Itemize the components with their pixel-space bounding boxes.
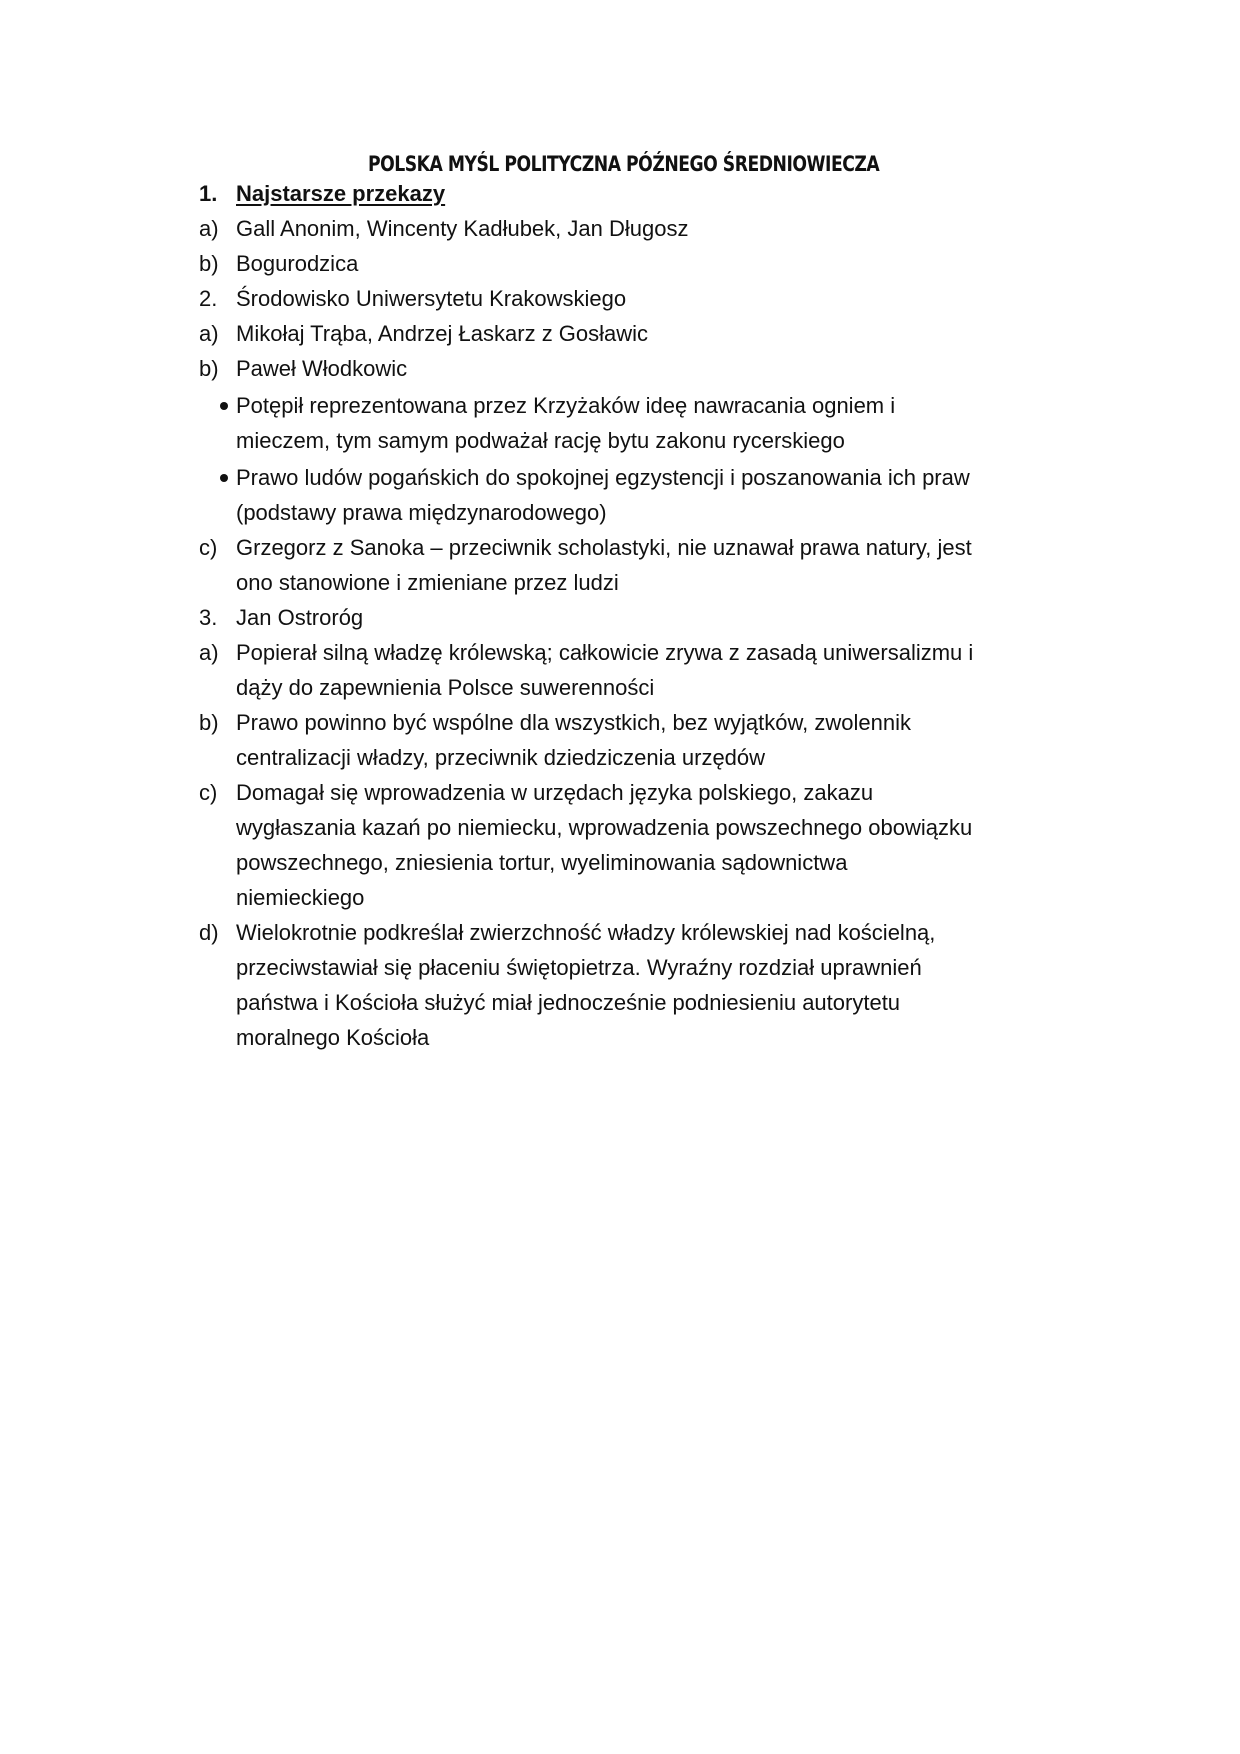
list-marker: c) xyxy=(199,535,218,560)
bullet-item-text: Potępił reprezentowana przez Krzyżaków ideę nawracania ogniem i xyxy=(236,393,896,418)
list-item-text: Popierał silną władzę królewską; całkowicie zrywa z zasadą uniwersalizmu i xyxy=(236,640,974,665)
list-item-text: wygłaszania kazań po niemiecku, wprowadzenia powszechnego obowiązku xyxy=(236,815,973,840)
list-marker: b) xyxy=(199,251,219,276)
list-marker: a) xyxy=(199,640,219,665)
list-item-text: Grzegorz z Sanoka – przeciwnik scholastyki, nie uznawał prawa natury, jest xyxy=(236,535,972,560)
list-item-text: moralnego Kościoła xyxy=(236,1025,430,1050)
list-item-text: przeciwstawiał się płaceniu świętopietrza. Wyraźny rozdział uprawnień xyxy=(236,955,922,980)
bullet-item-text: Prawo ludów pogańskich do spokojnej egzystencji i poszanowania ich praw xyxy=(236,465,970,490)
list-marker: 3. xyxy=(199,605,218,630)
list-marker: a) xyxy=(199,216,219,241)
list-item-text: Paweł Włodkowic xyxy=(236,356,408,381)
list-item-text: powszechnego, zniesienia tortur, wyeliminowania sądownictwa xyxy=(236,850,848,875)
list-marker: 1. xyxy=(199,181,218,206)
list-item-text: Gall Anonim, Wincenty Kadłubek, Jan Długosz xyxy=(236,216,689,241)
bullet-item-text: (podstawy prawa międzynarodowego) xyxy=(236,500,607,525)
list-item-text: dąży do zapewnienia Polsce suwerenności xyxy=(236,675,655,700)
section-heading-text: Jan Ostroróg xyxy=(236,605,364,630)
list-marker: b) xyxy=(199,356,219,381)
list-item-text: Mikołaj Trąba, Andrzej Łaskarz z Gosławic xyxy=(236,321,649,346)
list-marker: c) xyxy=(199,780,218,805)
list-item-text: Wielokrotnie podkreślał zwierzchność władzy królewskiej nad kościelną, xyxy=(236,920,936,945)
bullet-dot-icon xyxy=(220,402,228,410)
section-heading-text: Najstarsze przekazy xyxy=(236,181,446,206)
list-item-text: państwa i Kościoła służyć miał jednocześnie podniesieniu autorytetu xyxy=(236,990,901,1015)
document-title: POLSKA MYŚL POLITYCZNA PÓŹNEGO ŚREDNIOWIECZA xyxy=(368,152,880,176)
list-item-text: centralizacji władzy, przeciwnik dziedziczenia urzędów xyxy=(236,745,766,770)
list-item-text: Prawo powinno być wspólne dla wszystkich, bez wyjątków, zwolennik xyxy=(236,710,911,735)
section-heading-text: Środowisko Uniwersytetu Krakowskiego xyxy=(236,286,627,311)
list-item-text: Domagał się wprowadzenia w urzędach języka polskiego, zakazu xyxy=(236,780,874,805)
list-item-text: niemieckiego xyxy=(236,885,365,910)
list-marker: a) xyxy=(199,321,219,346)
list-item-text: Bogurodzica xyxy=(236,251,359,276)
list-marker: b) xyxy=(199,710,219,735)
bullet-item-text: mieczem, tym samym podważał rację bytu zakonu rycerskiego xyxy=(236,428,845,453)
list-item-text: ono stanowione i zmieniane przez ludzi xyxy=(236,570,619,595)
list-marker: d) xyxy=(199,920,219,945)
bullet-dot-icon xyxy=(220,474,228,482)
list-marker: 2. xyxy=(199,286,218,311)
